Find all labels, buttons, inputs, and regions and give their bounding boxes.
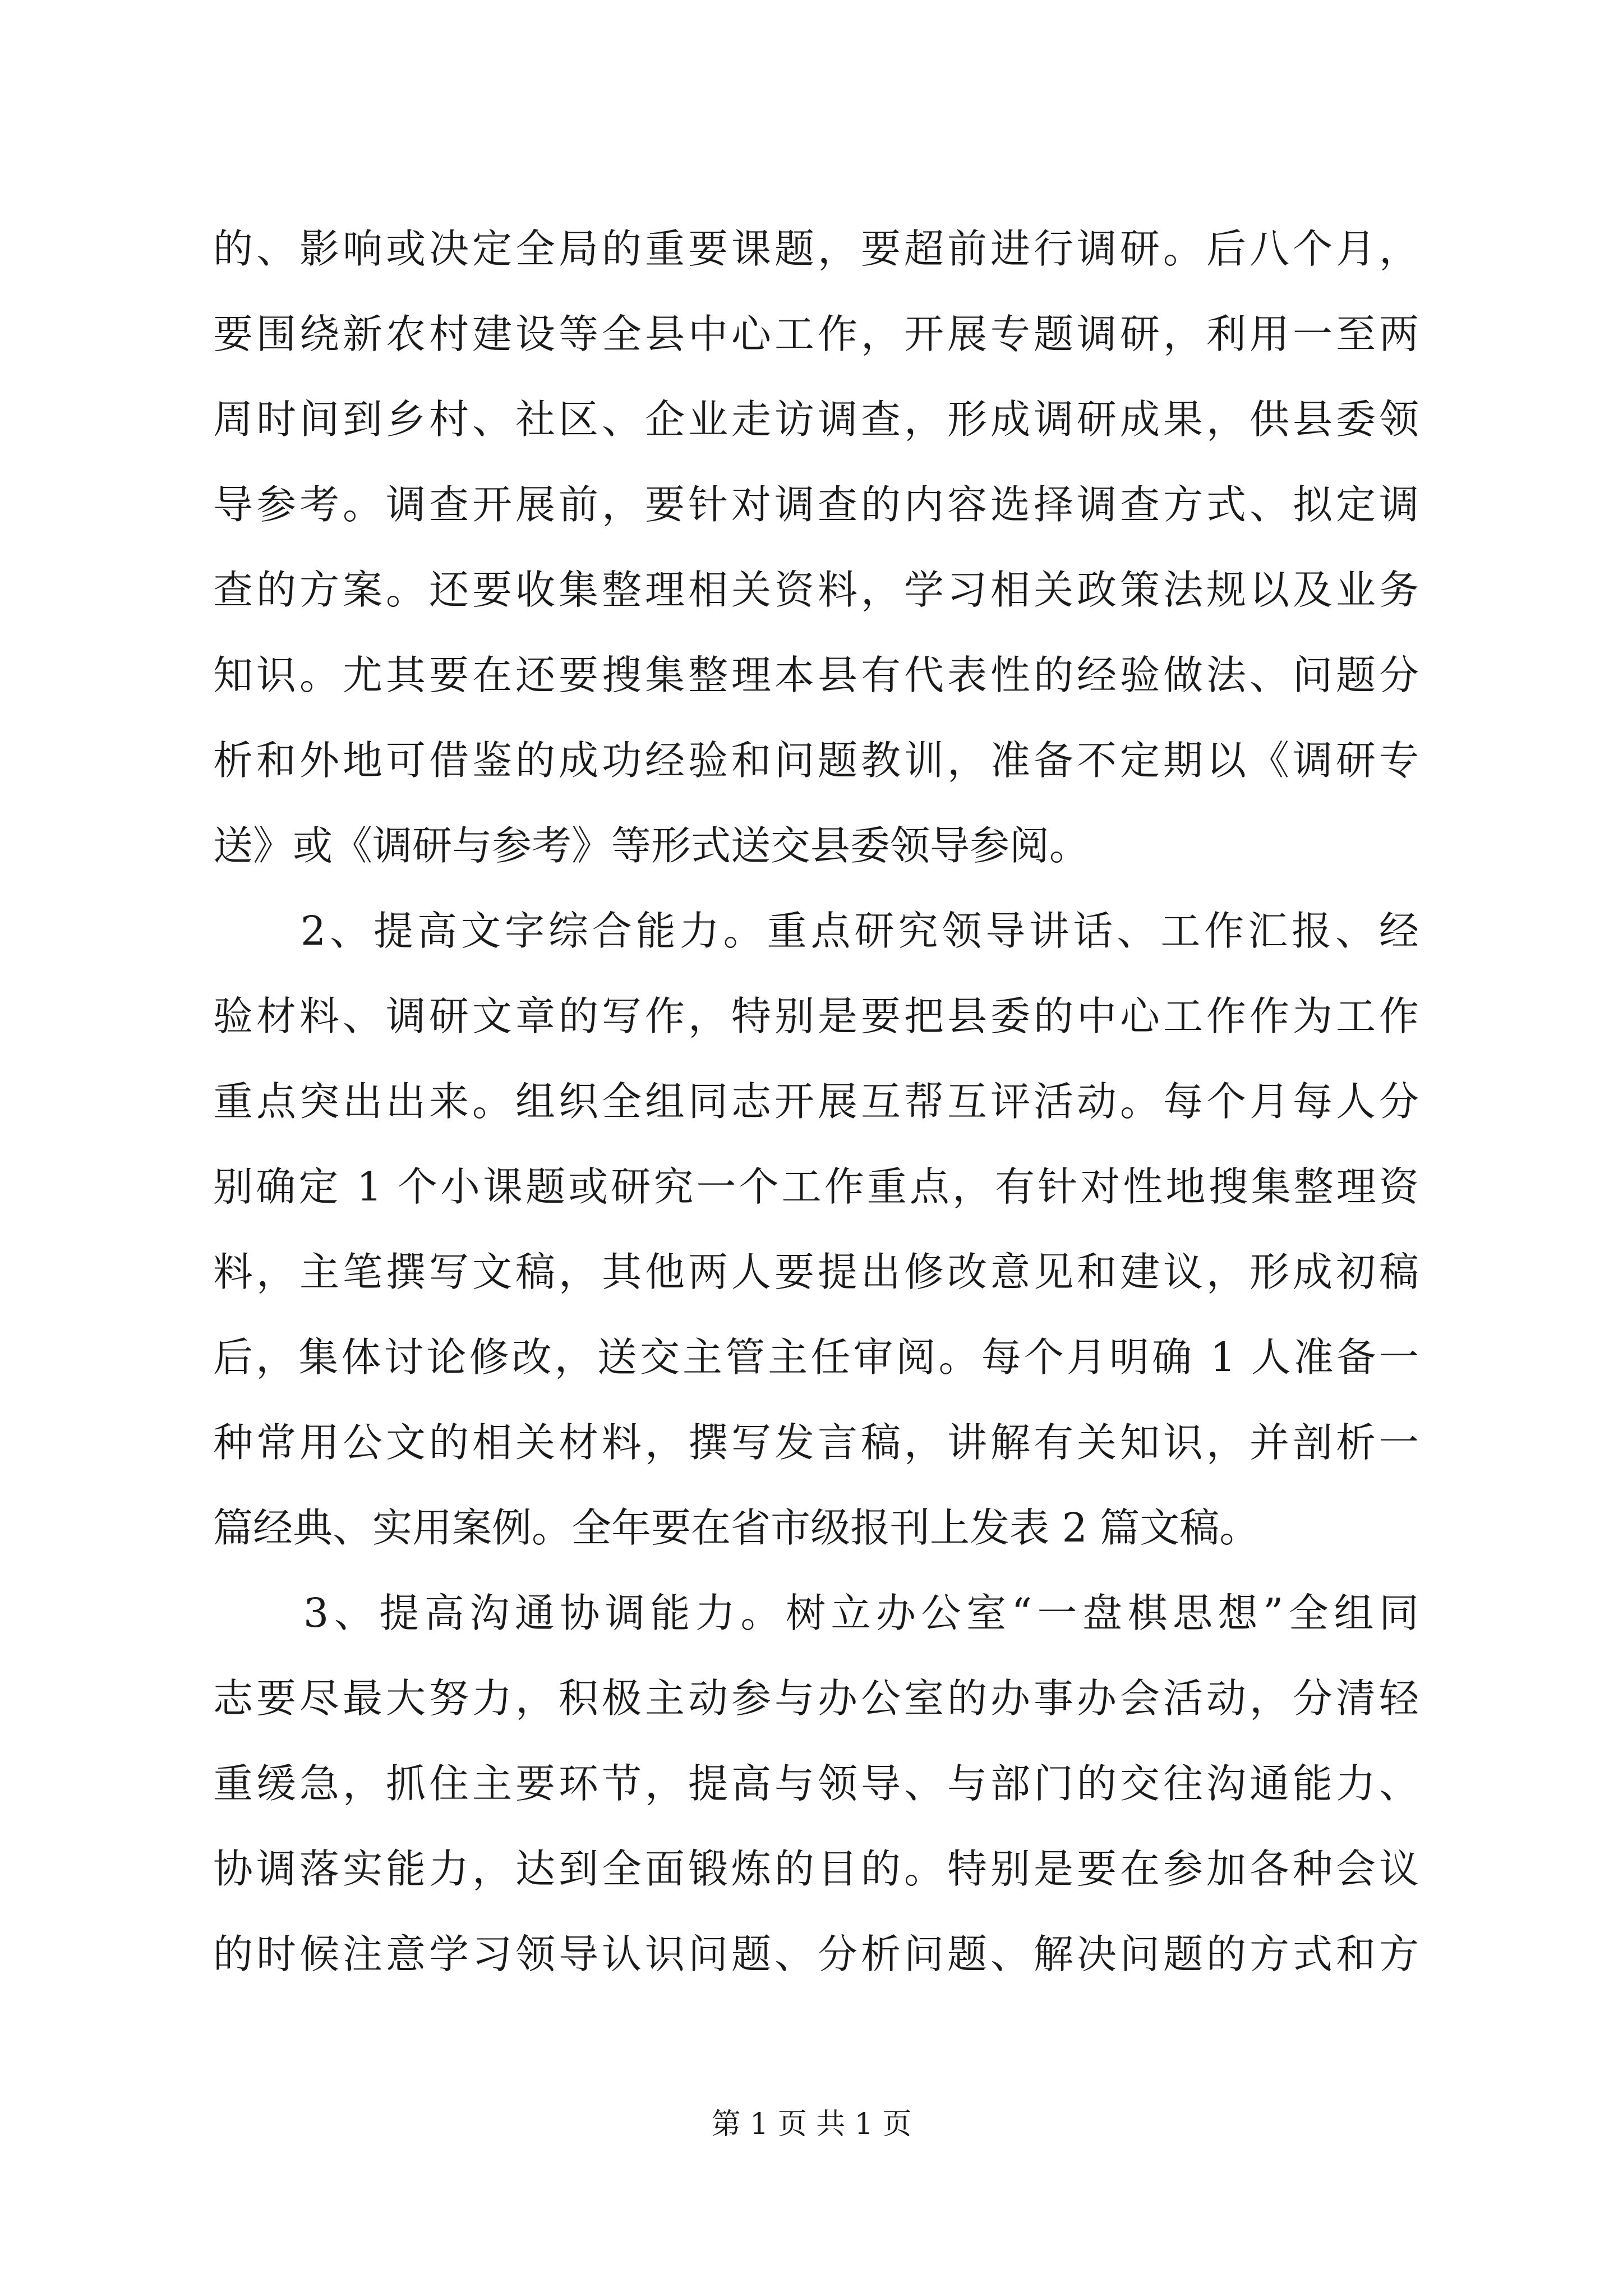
text-line: 导参考。调查开展前，要针对调查的内容选择调查方式、拟定调 xyxy=(213,481,1419,528)
text-line: 志要尽最大努力，积极主动参与办公室的办事办会活动，分清轻 xyxy=(213,1675,1419,1722)
text-line: 析和外地可借鉴的成功经验和问题教训，准备不定期以《调研专 xyxy=(213,737,1419,784)
text-line: 的、影响或决定全局的重要课题，要超前进行调研。后八个月， xyxy=(213,226,1419,272)
text-line: 3、提高沟通协调能力。树立办公室“一盘棋思想”全组同 xyxy=(213,1590,1419,1636)
text-line: 协调落实能力，达到全面锻炼的目的。特别是要在参加各种会议 xyxy=(213,1846,1419,1892)
text-line: 送》或《调研与参考》等形式送交县委领导参阅。 xyxy=(213,822,1090,869)
text-line: 后，集体讨论修改，送交主管主任审阅。每个月明确 1 人准备一 xyxy=(213,1334,1419,1381)
text-line: 料，主笔撰写文稿，其他两人要提出修改意见和建议，形成初稿 xyxy=(213,1249,1419,1295)
text-line: 的时候注意学习领导认识问题、分析问题、解决问题的方式和方 xyxy=(213,1931,1419,1977)
text-line: 要围绕新农村建设等全县中心工作，开展专题调研，利用一至两 xyxy=(213,311,1419,357)
document-body xyxy=(213,206,1419,1997)
text-line: 重缓急，抓住主要环节，提高与领导、与部门的交往沟通能力、 xyxy=(213,1760,1419,1807)
text-line: 知识。尤其要在还要搜集整理本县有代表性的经验做法、问题分 xyxy=(213,652,1419,698)
text-line: 重点突出出来。组织全组同志开展互帮互评活动。每个月每人分 xyxy=(213,1078,1419,1125)
page-number-label: 第 1 页 共 1 页 xyxy=(711,2108,912,2141)
text-line: 种常用公文的相关材料，撰写发言稿，讲解有关知识，并剖析一 xyxy=(213,1419,1419,1466)
page-footer xyxy=(0,2105,1623,2144)
text-line: 验材料、调研文章的写作，特别是要把县委的中心工作作为工作 xyxy=(213,993,1419,1039)
text-line: 2、提高文字综合能力。重点研究领导讲话、工作汇报、经 xyxy=(213,908,1419,954)
text-line: 查的方案。还要收集整理相关资料，学习相关政策法规以及业务 xyxy=(213,567,1419,613)
text-line: 别确定 1 个小课题或研究一个工作重点，有针对性地搜集整理资 xyxy=(213,1163,1419,1210)
text-line: 周时间到乡村、社区、企业走访调查，形成调研成果，供县委领 xyxy=(213,396,1419,443)
text-line: 篇经典、实用案例。全年要在省市级报刊上发表 2 篇文稿。 xyxy=(213,1504,1260,1551)
